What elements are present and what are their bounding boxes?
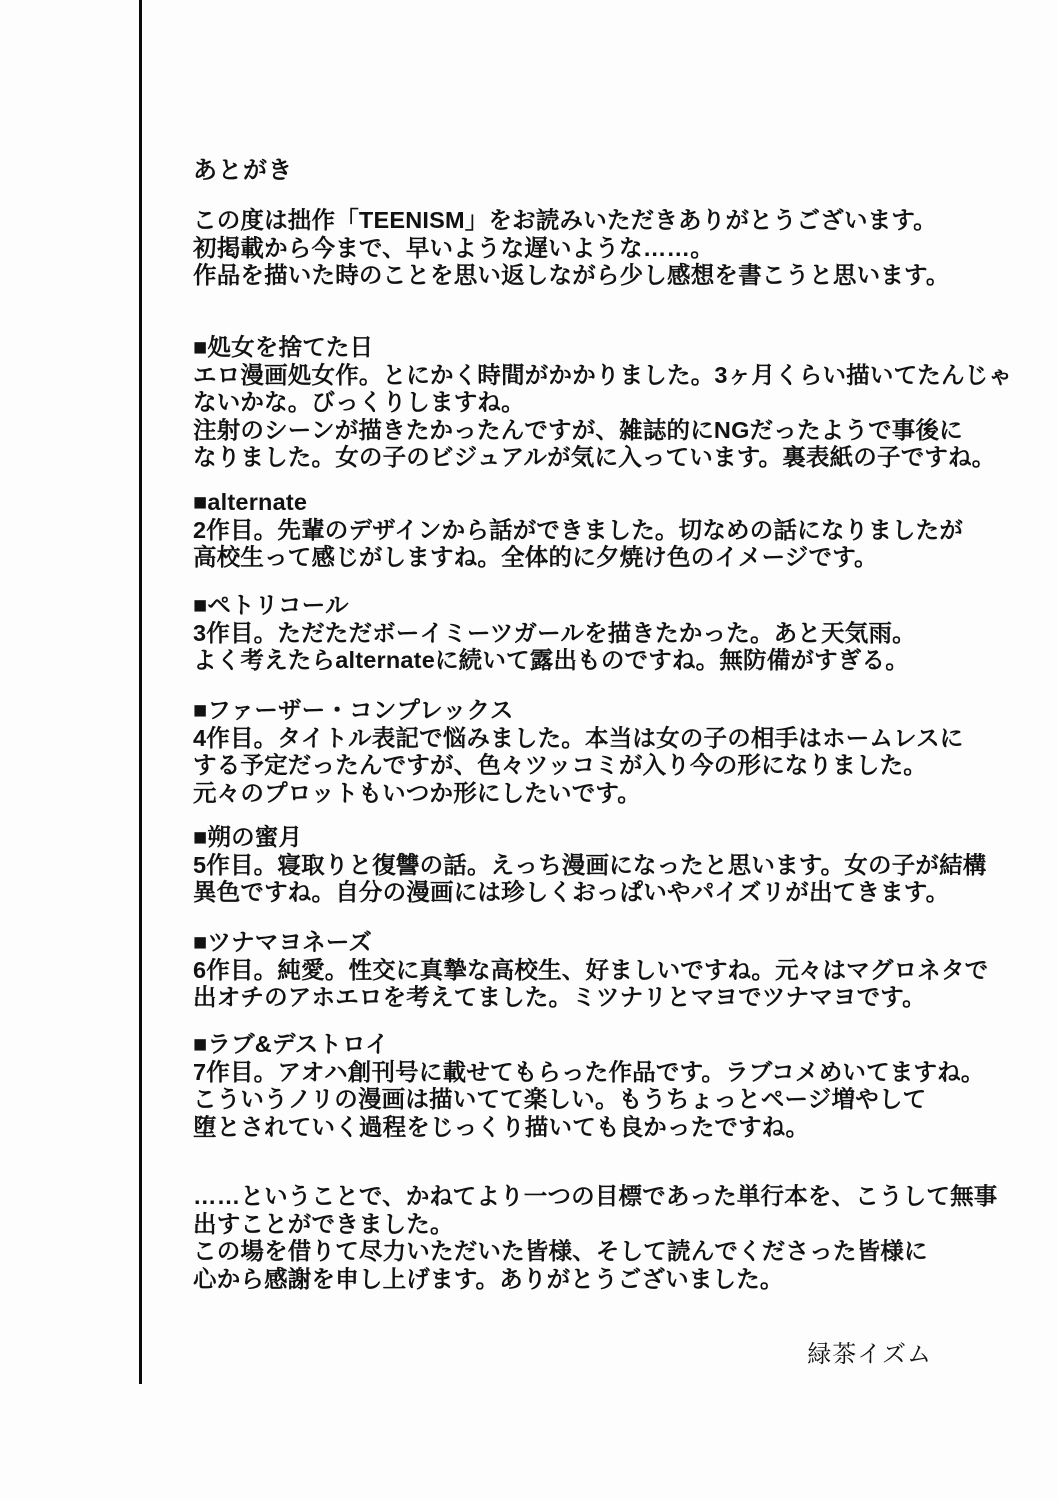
text-line: 7作目。アオハ創刊号に載せてもらった作品です。ラブコメめいてますね。 bbox=[193, 1058, 985, 1085]
text-line: なりました。女の子のビジュアルが気に入っています。裏表紙の子ですね。 bbox=[193, 444, 996, 470]
text-line: 異色ですね。自分の漫画には珍しくおっぱいやパイズリが出てきます。 bbox=[193, 879, 950, 905]
text-line: よく考えたらalternateに続いて露出ものですね。無防備がすぎる。 bbox=[193, 647, 909, 673]
section-heading: ■ツナマヨネーズ bbox=[193, 929, 373, 955]
text-line: 作品を描いた時のことを思い返しながら少し感想を書こうと思います。 bbox=[193, 262, 950, 288]
section-virgin-day bbox=[193, 334, 1013, 472]
section-heading: ■ラブ&デストロイ bbox=[193, 1031, 389, 1057]
text-line: 堕とされていく過程をじっくり描いても良かったですね。 bbox=[193, 1113, 810, 1140]
section-heading: ■alternate bbox=[193, 489, 308, 515]
text-line: 初掲載から今まで、早いような遅いような……。 bbox=[193, 234, 714, 261]
text-line: する予定だったんですが、色々ツッコミが入り今の形になりました。 bbox=[193, 752, 927, 778]
text-line: 心から感謝を申し上げます。ありがとうございました。 bbox=[193, 1265, 784, 1292]
text-line: 5作目。寝取りと復讐の話。えっち漫画になったと思います。女の子が結構 bbox=[193, 851, 987, 878]
section-heading: ■ペトリコール bbox=[193, 592, 349, 618]
text-line: 高校生って感じがしますね。全体的に夕焼け色のイメージです。 bbox=[193, 544, 878, 570]
intro-paragraph bbox=[193, 207, 983, 290]
page-title: あとがき bbox=[193, 157, 293, 184]
section-heading: ■ファーザー・コンプレックス bbox=[193, 697, 514, 723]
section-saku-honeymoon bbox=[193, 824, 987, 907]
section-heading: ■朔の蜜月 bbox=[193, 824, 303, 850]
section-tuna-mayonnaise bbox=[193, 929, 989, 1012]
text-line: 4作目。タイトル表記で悩みました。本当は女の子の相手はホームレスに bbox=[193, 724, 964, 751]
text-line: ……ということで、かねてより一つの目標であった単行本を、こうして無事 bbox=[193, 1183, 998, 1209]
text-line: こういうノリの漫画は描いてて楽しい。もうちょっとページ増やして bbox=[193, 1086, 927, 1112]
text-line: この度は拙作「TEENISM」をお読みいただきありがとうございます。 bbox=[193, 207, 937, 233]
text-line: 注射のシーンが描きたかったんですが、雑誌的にNGだったようで事後に bbox=[193, 416, 963, 443]
section-petrichor bbox=[193, 592, 983, 675]
left-vertical-rule bbox=[139, 0, 142, 1384]
section-alternate bbox=[193, 489, 983, 572]
author-signature: 緑茶イズム bbox=[807, 1342, 932, 1368]
text-line: この場を借りて尽力いただいた皆様、そして読んでくださった皆様に bbox=[193, 1238, 928, 1264]
section-father-complex bbox=[193, 697, 983, 807]
text-line: ないかな。びっくりしますね。 bbox=[193, 389, 525, 415]
section-heading: ■処女を捨てた日 bbox=[193, 334, 374, 360]
text-line: 2作目。先輩のデザインから話ができました。切なめの話になりましたが bbox=[193, 516, 964, 543]
text-line: エロ漫画処女作。とにかく時間がかかりました。3ヶ月くらい描いてたんじゃ bbox=[193, 361, 1013, 388]
text-line: 出すことができました。 bbox=[193, 1210, 454, 1237]
text-line: 出オチのアホエロを考えてました。ミツナリとマヨでツナマヨです。 bbox=[193, 984, 926, 1010]
text-line: 6作目。純愛。性交に真摯な高校生、好ましいですね。元々はマグロネタで bbox=[193, 956, 989, 983]
text-line: 元々のプロットもいつか形にしたいです。 bbox=[193, 779, 641, 806]
text-line: 3作目。ただただボーイミーツガールを描きたかった。あと天気雨。 bbox=[193, 619, 916, 646]
section-love-and-destroy bbox=[193, 1031, 983, 1141]
closing-paragraph bbox=[193, 1183, 998, 1293]
